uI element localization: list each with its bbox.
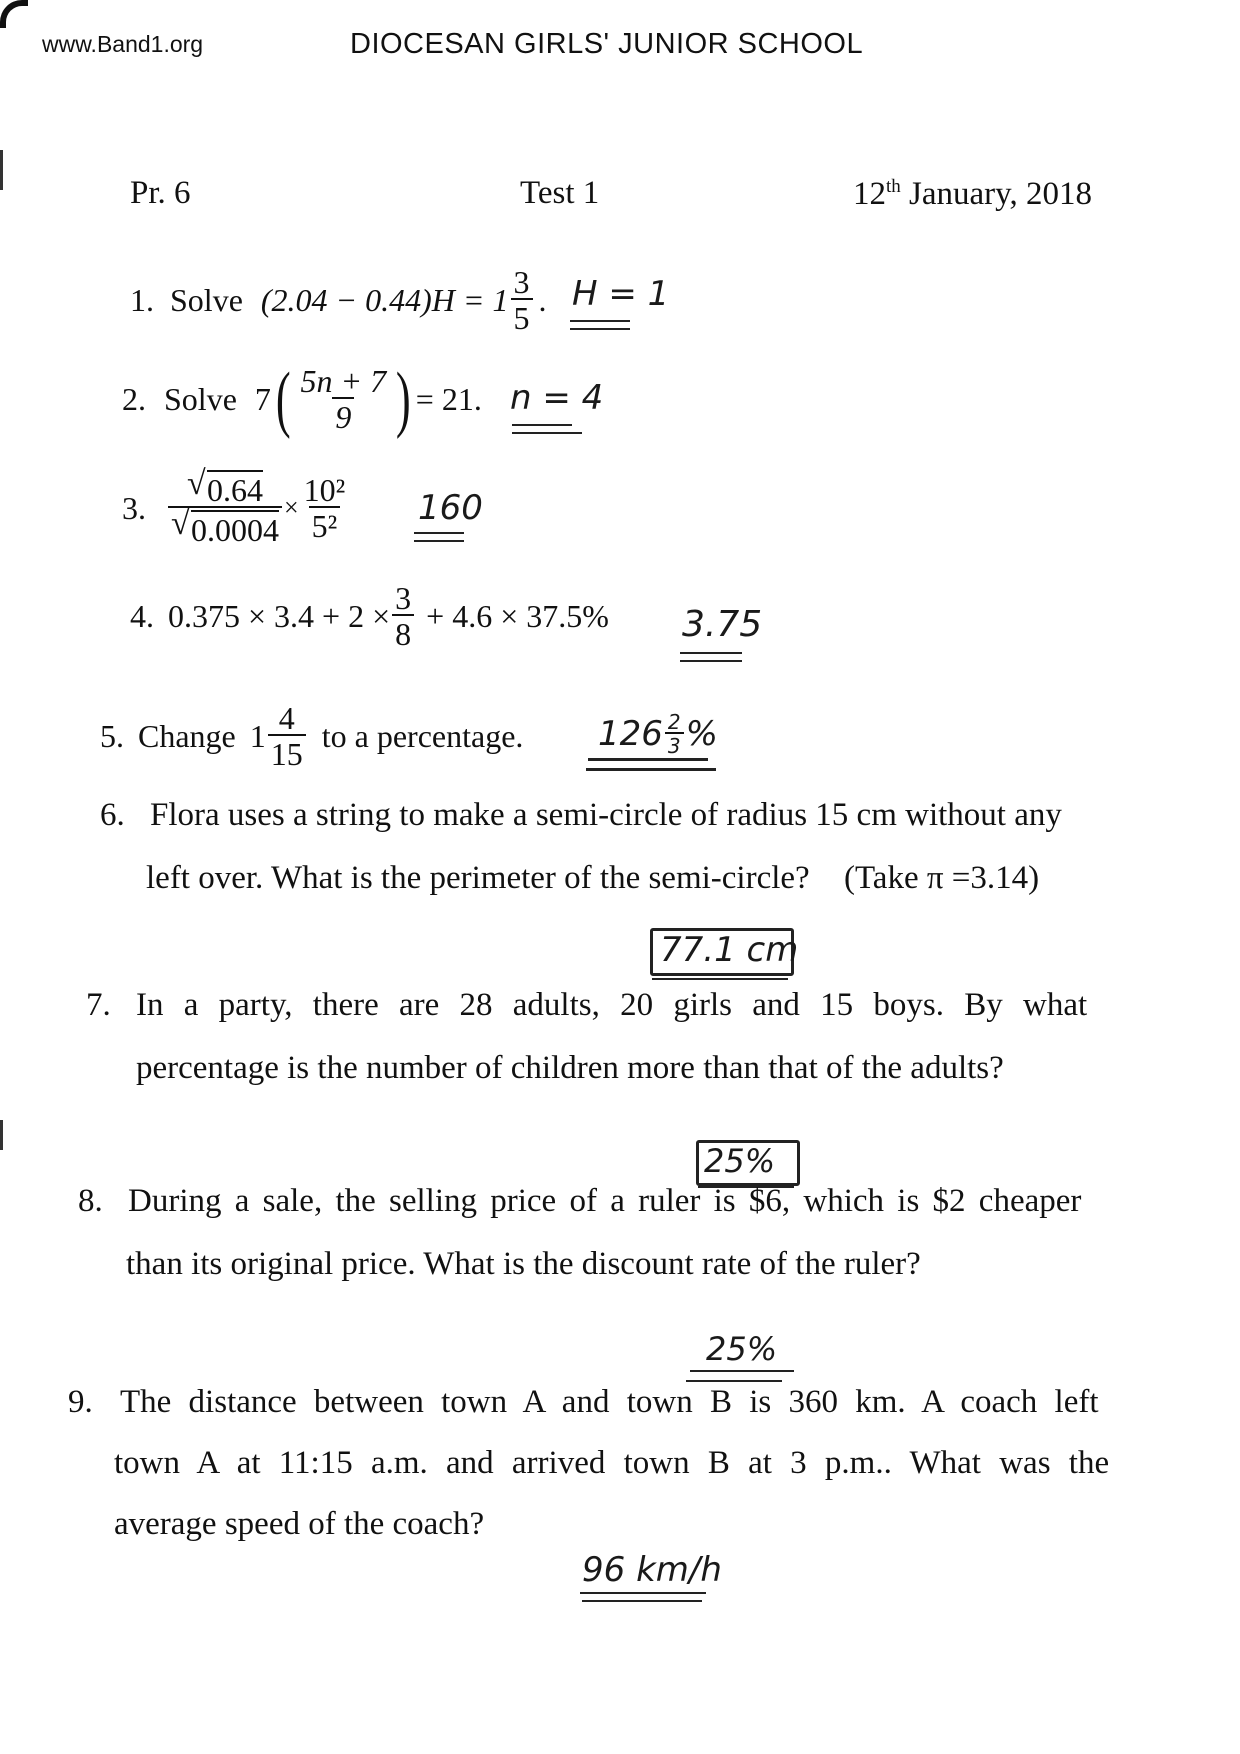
question-6: 6. Flora uses a string to make a semi-circle of radius 15 cm without any left over. What is the perimeter of the semi-circle? (Take π =3.14) bbox=[100, 797, 1062, 896]
question-2: 2. Solve 7 ( $\frac{5n + 7}{9}$ ) = 21. bbox=[122, 358, 482, 440]
answer-underline bbox=[570, 320, 630, 322]
school-name: DIOCESAN GIRLS' JUNIOR SCHOOL bbox=[350, 28, 864, 60]
answer-underline bbox=[414, 532, 464, 534]
answer-underline bbox=[414, 540, 464, 542]
question-7: 7. In a party, there are 28 adults, 20 girls and 15 boys. By what percentage is the number of children more than that of the adults? bbox=[86, 987, 1088, 1086]
answer-3: 160 bbox=[418, 488, 483, 528]
answer-underline bbox=[680, 652, 742, 654]
answer-underline bbox=[570, 328, 630, 330]
class-label: Pr. 6 bbox=[130, 175, 191, 211]
answer-underline bbox=[680, 660, 742, 662]
answer-underline bbox=[512, 424, 572, 426]
question-3: 3. √ 0.64 √ 0.0004 × $\frac{\text{10²}}{\text{5²}}$ bbox=[122, 470, 350, 546]
question-4: 4. 0.375 × 3.4 + 2 × $\frac{3}{8}$ + 4.6 × 37.5% bbox=[130, 580, 609, 652]
answer-underline bbox=[580, 1592, 706, 1594]
answer-underline bbox=[586, 768, 716, 771]
answer-9: 96 km/h bbox=[582, 1550, 722, 1590]
answer-8: 25% bbox=[706, 1330, 778, 1368]
page-corner-mark bbox=[0, 0, 28, 28]
question-9: 9. The distance between town A and town B is 360 km. A coach left town A at 11:15 a.m. and arrived town B at 3 p.m.. What was the average speed of the coach? bbox=[68, 1384, 1110, 1543]
website-url: www.Band1.org bbox=[42, 31, 204, 57]
answer-underline bbox=[512, 432, 582, 434]
scan-edge-mark bbox=[0, 150, 3, 190]
answer-underline bbox=[582, 1600, 702, 1602]
question-1: 1. Solve (2.04 − 0.44)H = 1 $\frac{3}{5}$ . bbox=[130, 264, 547, 336]
answer-2: n = 4 bbox=[510, 378, 604, 418]
answer-6: 77.1 cm bbox=[660, 930, 799, 970]
answer-underline bbox=[588, 758, 708, 761]
test-title: Test 1 bbox=[520, 175, 600, 211]
question-8: 8. During a sale, the selling price of a ruler is $6, which is $2 cheaper than its original price. What is the discount rate of the ruler? bbox=[78, 1183, 1082, 1282]
answer-5: 126 $\frac{2}{3}$ % bbox=[598, 710, 718, 758]
test-date: 12th January, 2018 bbox=[853, 176, 1093, 212]
question-5: 5. Change 1 $\frac{4}{15}$ to a percentage. bbox=[100, 700, 524, 772]
scan-edge-mark bbox=[0, 1120, 3, 1150]
answer-4: 3.75 bbox=[682, 604, 763, 645]
answer-7: 25% bbox=[704, 1142, 776, 1180]
answer-1: H = 1 bbox=[572, 274, 670, 314]
